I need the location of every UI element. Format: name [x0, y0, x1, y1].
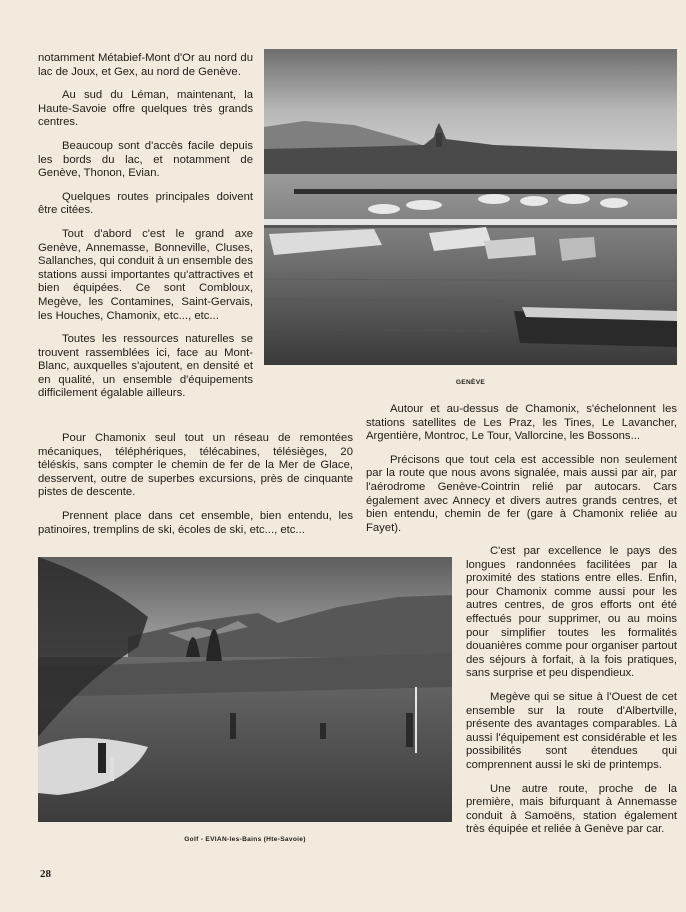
- paragraph: Au sud du Léman, maintenant, la Haute-Savoie offre quelques très grands centres.: [38, 89, 253, 129]
- photo-caption-geneve: GENÈVE: [455, 379, 486, 386]
- paragraph: Autour et au-dessus de Chamonix, s'échelonnent les stations satellites de Les Praz, les Tines, Le Lavancher, Argentière, Montroc, Le Tour, Vallorcine, les Bossons...: [366, 403, 677, 443]
- paragraph: Beaucoup sont d'accès facile depuis les bords du lac, et notamment de Genève, Thonon, Evian.: [38, 139, 253, 180]
- text-column-left-middle: [38, 432, 353, 547]
- paragraph: notamment Métabief-Mont d'Or au nord du lac de Joux, et Gex, au nord de Genève.: [38, 52, 253, 78]
- text-column-right-lower: [466, 545, 677, 847]
- paragraph: C'est par excellence le pays des longues randonnées facilitées par la proximité des stations entre elles. Enfin, pour Chamonix comme aussi pour les autres centres, de gros efforts ont été effectués pour supprimer, ou au moins pour simplifier toutes les formalités douanières comme pour organiser partout des séjours à forfait, à la fois pratiques, sans surprise et peu dispendieux.: [466, 545, 677, 680]
- paragraph: Une autre route, proche de la première, mais bifurquant à Annemasse conduit à Samoëns, station également très équipée et reliée à Genève par car.: [466, 782, 677, 836]
- paragraph: Pour Chamonix seul tout un réseau de remontées mécaniques, téléphériques, télécabines, télésièges, 20 téléskis, sans compter le chemin de fer de la Mer de Glace, desservent, outre de superbes excursions, près de cinquante pistes de descente.: [38, 432, 353, 499]
- paragraph: Prennent place dans cet ensemble, bien entendu, les patinoires, tremplins de ski, écoles de ski, etc..., etc...: [38, 509, 353, 536]
- paragraph: Megève qui se situe à l'Ouest de cet ensemble sur la route d'Albertville, présente des avantages comparables. Là aussi l'équipement est considérable et les possibilités sont étendues qui comprennent aussi le ski de printemps.: [466, 690, 677, 771]
- page-number: 28: [40, 868, 51, 880]
- photo-geneve-harbour: [264, 49, 677, 365]
- text-column-left-top: [38, 52, 253, 411]
- photo-golf-evian: [38, 557, 452, 822]
- paragraph: Toutes les ressources naturelles se trouvent rassemblées ici, face au Mont-Blanc, auxquelles s'ajoutent, en densité et en qualité, un ensemble d'équipements difficilement égalable ailleurs.: [38, 333, 253, 400]
- paragraph: Quelques routes principales doivent être citées.: [38, 190, 253, 217]
- photo-caption-golf: Golf - EVIAN-les-Bains (Hte-Savoie): [184, 836, 306, 843]
- paragraph: Tout d'abord c'est le grand axe Genève, Annemasse, Bonneville, Cluses, Sallanches, qui conduit à un ensemble des stations aussi importantes qu'attractives et bien équipées. Ce sont Combloux, Megève, les Contamines, Saint-Gervais, les Houches, Chamonix, etc..., etc...: [38, 227, 253, 322]
- paragraph: Précisons que tout cela est accessible non seulement par la route que nous avons signalée, mais aussi par air, par l'aérodrome Genève-Cointrin relié par autocars. Cars également avec Annecy et divers autres grands centres, et bien entendu, chemin de fer (gare à Chamonix reliée au Fayet).: [366, 453, 677, 534]
- text-column-right-middle: [366, 403, 677, 545]
